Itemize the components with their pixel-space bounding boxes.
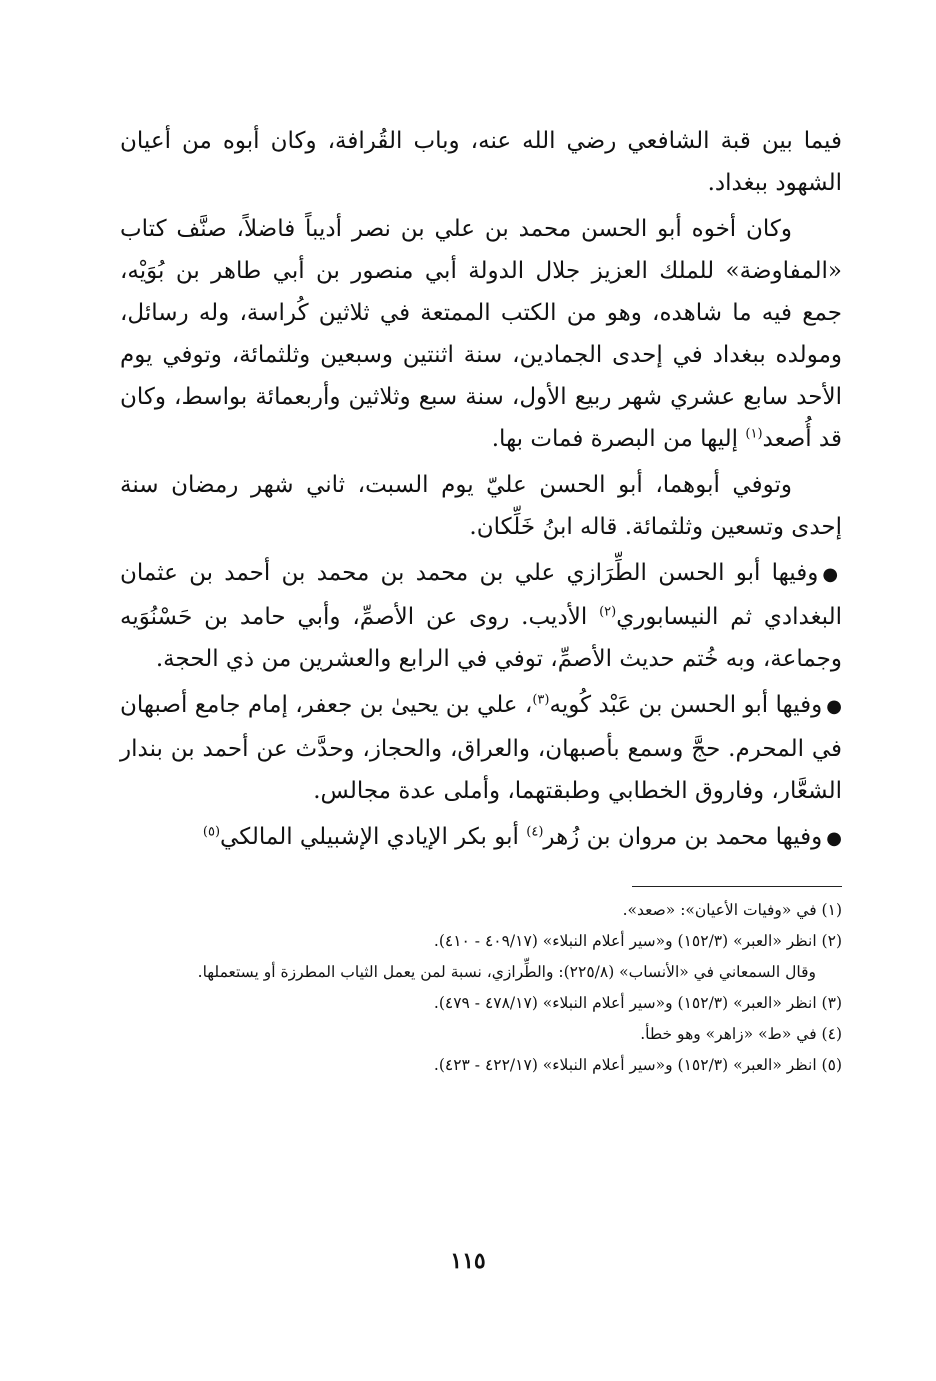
footnotes: [120, 895, 842, 1081]
footnote-ref-3: (٣): [532, 692, 550, 708]
entry-tirazi: ●وفيها أبو الحسن الطِّرَازي علي بن محمد بن محمد بن أحمد بن عثمان البغدادي ثم النيسابوري$^{(٢)}$ الأديب. روى عن الأصمِّ، وأبي حامد بن حَسْنُوَيه وجماعة، وبه خُتم حديث الأصمِّ، توفي في الرابع والعشرين من ذي الحجة.: [120, 560, 843, 672]
paragraph-1: فيما بين قبة الشافعي رضي الله عنه، وباب القُرافة، وكان أبوه من أعيان الشهود ببغداد.: [120, 128, 842, 196]
footnote-ref-5: (٥): [202, 824, 221, 840]
footnote-3: (٣) انظر «العبر» (١٥٢/٣) و«سير أعلام النبلاء» (٤٧٨/١٧ - ٤٧٩).: [433, 994, 842, 1012]
footnote-5: (٥) انظر «العبر» (١٥٢/٣) و«سير أعلام النبلاء» (٤٢٢/١٧ - ٤٢٣).: [433, 1056, 842, 1074]
page-body: [120, 120, 842, 1081]
footnote-2: (٢) انظر «العبر» (١٥٢/٣) و«سير أعلام النبلاء» (٤٠٩/١٧ - ٤١٠).: [433, 932, 842, 950]
footnote-ref-2: (٢): [599, 604, 617, 620]
entry-abd-kuyah: ●وفيها أبو الحسن بن عَبْد كُويه$^{(٣)}$، علي بن يحيىٰ بن جعفر، إمام جامع أصبهان في المحرم. حجَّ وسمع بأصبهان، والعراق، والحجاز، وحدَّث عن أحمد بن بندار الشعَّار، وفاروق الخطابي وطبقتهما، وأملى عدة مجالس.: [120, 692, 842, 804]
footnote-ref-1: (١): [745, 426, 763, 442]
footnote-divider: [632, 886, 842, 887]
footnote-4: (٤) في «ط» «زاهر» وهو خطأ.: [640, 1025, 842, 1043]
bullet-icon: ●: [826, 696, 842, 717]
footnote-ref-4: (٤): [526, 824, 544, 840]
paragraph-3: وتوفي أبوهما، أبو الحسن عليّ يوم السبت، ثاني شهر رمضان سنة إحدى وتسعين وثلثمائة. قاله ابنُ خَلِّكان.: [120, 472, 842, 540]
bullet-icon: ●: [826, 828, 842, 849]
bullet-icon: ●: [822, 564, 842, 585]
entry-ibn-zuhr: ●وفيها محمد بن مروان بن زُهر$^{(٤)}$ أبو بكر الإيادي الإشبيلي المالكي$^{(٥)}$: [202, 824, 842, 850]
footnote-2-extra: وقال السمعاني في «الأنساب» (٢٢٥/٨): والطِّرازي، نسبة لمن يعمل الثياب المطرزة أو يستعملها.: [197, 963, 816, 981]
footnote-1: (١) في «وفيات الأعيان»: «صعد».: [622, 901, 842, 919]
main-text: [120, 120, 842, 860]
paragraph-2: وكان أخوه أبو الحسن محمد بن علي بن نصر أديباً فاضلاً، صنَّف كتاب «المفاوضة» للملك العزيز جلال الدولة أبي منصور بن أبي طاهر بن بُوَيْه، جمع فيه ما شاهده، وهو من الكتب الممتعة في ثلاثين كُراسة، وله رسائل، ومولده ببغداد في إحدى الجمادين، سنة اثنتين وسبعين وثلثمائة، وتوفي يوم الأحد سابع عشري شهر ربيع الأول، سنة سبع وثلاثين وأربعمائة بواسط، وكان قد أُصعد$^{(١)}$ إليها من البصرة فمات بها.: [120, 216, 842, 452]
page-number: ١١٥: [450, 1248, 486, 1274]
